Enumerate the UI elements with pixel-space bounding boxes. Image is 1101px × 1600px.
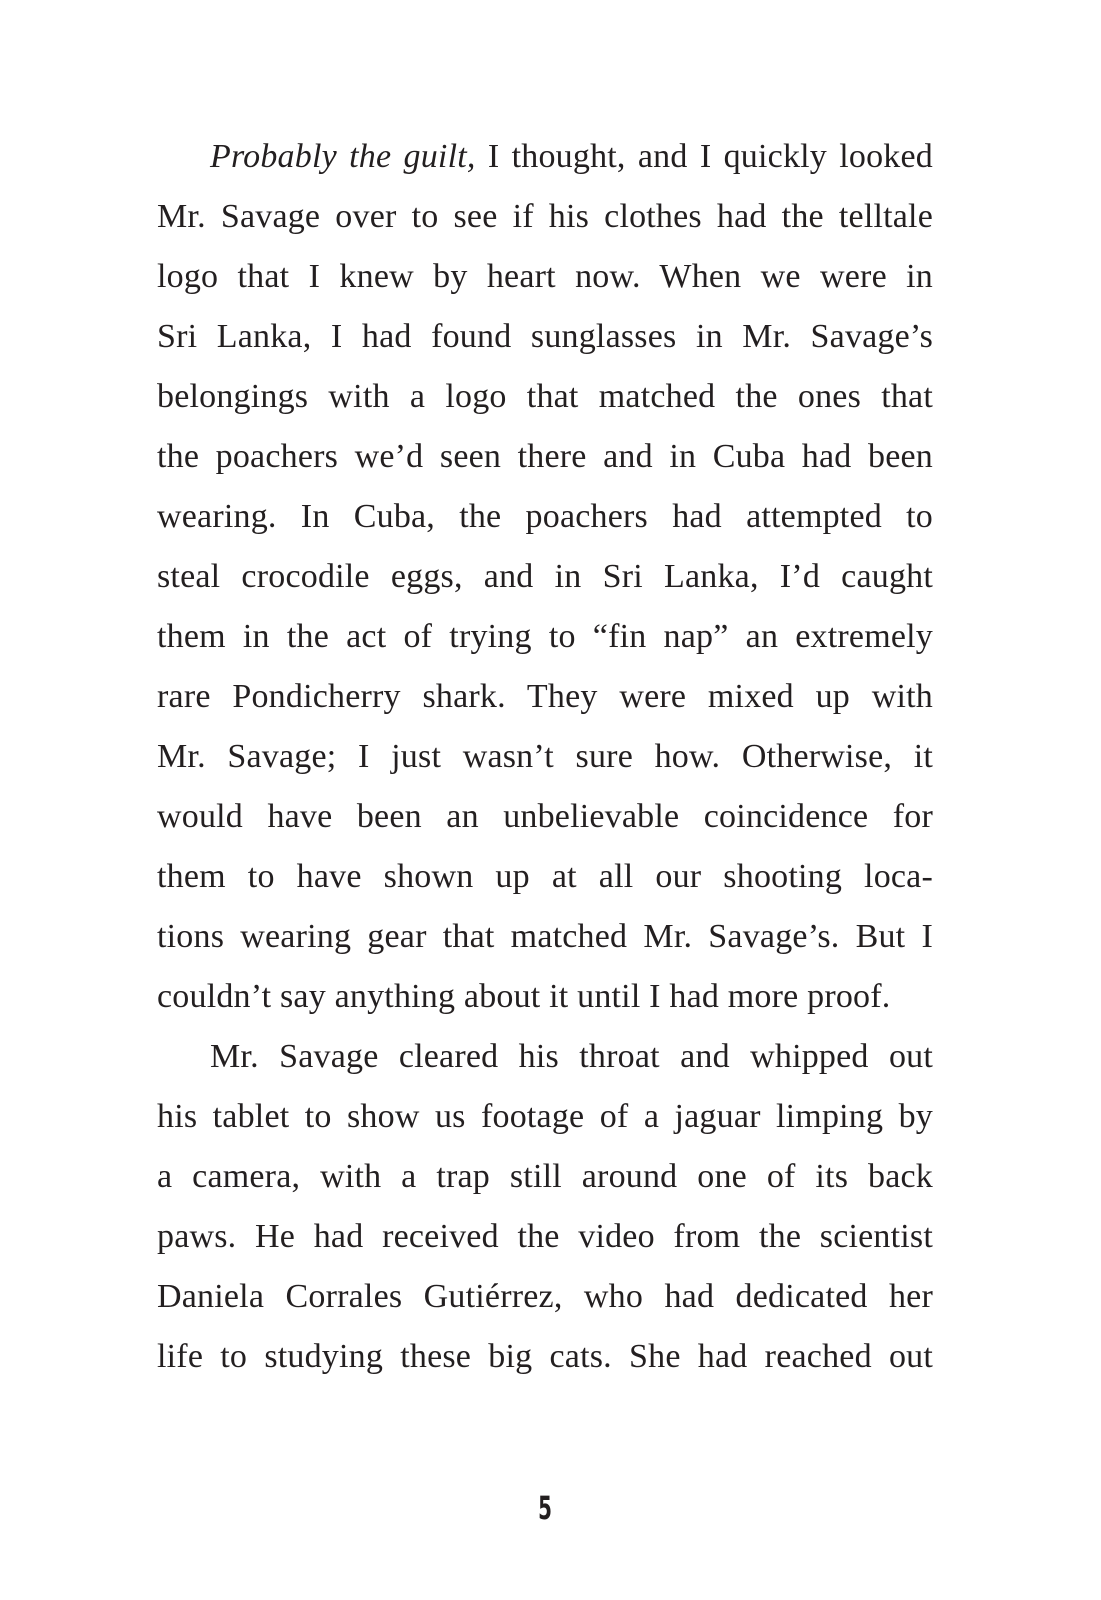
text-line: logo that I knew by heart now. When we were in [157,258,933,295]
text-line: couldn’t say anything about it until I had more proof. [157,978,891,1015]
text-line: them in the act of trying to “fin nap” an extremely [157,618,933,655]
text-line: rare Pondicherry shark. They were mixed up with [157,678,933,715]
text-line: Mr. Savage cleared his throat and whipped out [210,1038,933,1075]
body-text [157,127,933,1387]
text-line: wearing. In Cuba, the poachers had attempted to [157,498,933,535]
italic-phrase: Probably the guilt, [210,138,476,175]
text-line: Mr. Savage; I just wasn’t sure how. Otherwise, it [157,738,933,775]
text-line: tions wearing gear that matched Mr. Savage’s. But I [157,918,933,955]
text-line: Daniela Corrales Gutiérrez, who had dedicated her [157,1278,933,1315]
text-line: Sri Lanka, I had found sunglasses in Mr. Savage’s [157,318,933,355]
text-line: Mr. Savage over to see if his clothes had the telltale [157,198,933,235]
text-line: the poachers we’d seen there and in Cuba had been [157,438,933,475]
text-line: a camera, with a trap still around one of its back [157,1158,933,1195]
text-line: belongings with a logo that matched the ones that [157,378,933,415]
text-line: his tablet to show us footage of a jaguar limping by [157,1098,933,1135]
text-line [157,127,933,187]
page-number: 5 [538,1489,552,1527]
text-line: life to studying these big cats. She had reached out [157,1338,933,1375]
text-line: would have been an unbelievable coincidence for [157,798,933,835]
text-line: paws. He had received the video from the scientist [157,1218,933,1255]
line-text: I thought, and I quickly looked [475,138,933,175]
text-line: them to have shown up at all our shooting loca- [157,858,933,895]
text-line: steal crocodile eggs, and in Sri Lanka, I’d caught [157,558,933,595]
